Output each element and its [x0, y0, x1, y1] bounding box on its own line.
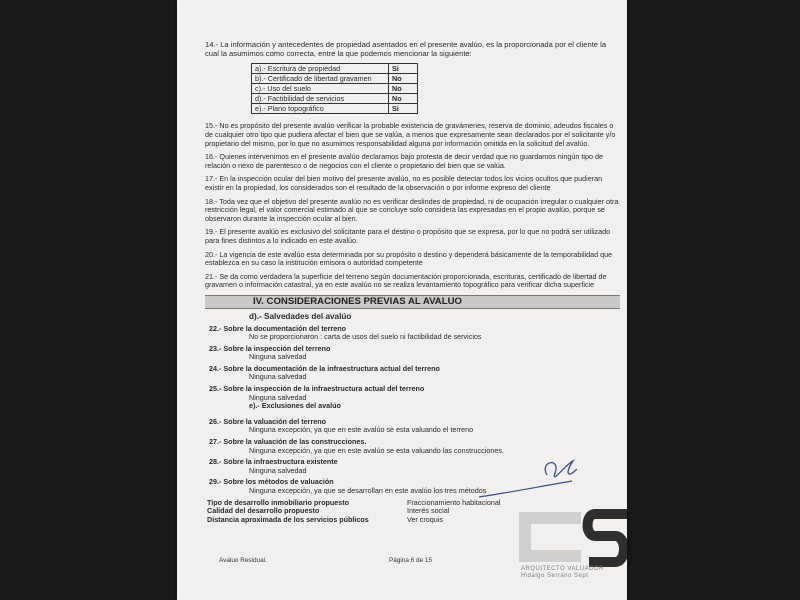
stamp-line: Hidalgo Serrano Sept — [521, 573, 589, 579]
checklist-value: No — [389, 74, 418, 84]
document-body — [205, 40, 620, 524]
checklist-value: No — [389, 84, 418, 94]
checklist-value: No — [389, 94, 418, 104]
documents-checklist — [251, 63, 418, 114]
checklist-label: d).- Factibilidad de servicios — [252, 94, 389, 104]
summary-value: Ver croquis — [407, 514, 443, 524]
checklist-label: c).- Uso del suelo — [252, 84, 389, 94]
paragraph-18: 18.- Toda vez que el objetivo del presente avalúo no es verificar deslindes de propiedad, ni de ocupación irregular o cualquier otra restricción legal, el valor comercial estimado al que se concluye solo considera las expresadas en el propio avalúo, porque se observaron durante la inspección ocular al bien. — [205, 196, 619, 223]
summary-key: Tipo de desarrollo inmobiliario propuesto — [207, 497, 350, 507]
checklist-label: e).- Plano topográfico — [252, 104, 389, 114]
checklist-row — [252, 94, 418, 104]
page-footer — [219, 557, 599, 564]
item-title: 29.- Sobre los métodos de valuación — [209, 477, 334, 487]
summary-key: Distancia aproximada de los servicios públicos — [207, 514, 369, 524]
paragraph-19: 19.- El presente avalúo es exclusivo del solicitante para el destino o propósito que se expresa, por lo que no podrá ser utilizado para fines distintos a lo indicado en este avalúo. — [205, 227, 611, 245]
item-detail: Ninguna salvedad — [249, 465, 307, 475]
footer-doc-name: Avaluo Residual. — [219, 557, 267, 564]
paragraph-15: 15.- No es propósito del presente avalúo verificar la probable existencia de gravámenes, reserva de dominio, adeudos fiscales o de cualquier otro tipo que pudiera afectar el bien que se valúa, a menos que expresamente sean declarados por el solicitante y/o propietario del mismo, por lo que no asumimos responsabilidad alguna por información omitida en la solicitud del avalúo. — [205, 121, 616, 148]
item-title: 25.- Sobre la inspección de la infraestructura actual del terreno — [209, 384, 425, 394]
footer-page-number: Página 6 de 15 — [389, 557, 432, 564]
item-detail: Ninguna excepción, ya que en este avalúo se esta valuando las construcciones. — [249, 445, 504, 455]
document-page — [177, 0, 627, 600]
stamp-line: ARQUITECTO VALUADOR — [521, 566, 604, 572]
summary-value: Fraccionamiento habitacional — [407, 497, 501, 507]
item-title: 28.- Sobre la infraestructura existente — [209, 457, 338, 467]
checklist-row — [252, 74, 418, 84]
checklist-value: Si — [389, 64, 418, 74]
item-title: 24.- Sobre la documentación de la infraestructura actual del terreno — [209, 363, 440, 373]
item-detail: Ninguna excepción, ya que se desarrollan en este avalúo los tres métodos — [249, 486, 487, 495]
item-detail: Ninguna salvedad — [249, 352, 307, 362]
paragraph-16: 16.- Quienes intervenimos en el presente avalúo declaramos bajo protesta de decir verdad que no guardamos ningún tipo de relación o nexo de parentesco o de negocios con el cliente o propietario del bien que se valúa. — [205, 152, 603, 170]
paragraph-21: 21.- Se da como verdadera la superficie del terreno según documentación proporcionada, escrituras, certificado de libertad de gravamen o información catastral, ya en este avalúo no se realiza levantamiento topográfico para verificar dicha superficie — [205, 271, 607, 290]
checklist-row — [252, 104, 418, 114]
summary-value: Interés social — [407, 506, 450, 516]
item-detail: Ninguna excepción, ya que en este avalúo se esta valuando el terreno — [249, 425, 474, 435]
checklist-value: Si — [389, 104, 418, 114]
summary-key: Calidad del desarrollo propuesto — [207, 506, 320, 516]
item-title: 27.- Sobre la valuación de las construcciones. — [209, 437, 367, 447]
paragraph-20: 20.- La vigencia de este avalúo esta determinada por su propósito o destino y dependerá básicamente de la temporabilidad que establezca en su caso la institución emisora o autoridad competente — [205, 249, 613, 268]
item-title: 23.- Sobre la inspección del terreno — [209, 343, 331, 353]
paragraph-17: 17.- En la inspección ocular del bien motivo del presente avalúo, no es posible detectar todos los vicios ocultos que pudieran existir en la propiedad, los considerados son el resultado de la observación o por informe expreso del cliente — [205, 174, 603, 192]
item-detail: Ninguna salvedad — [249, 372, 307, 382]
exclusiones-heading: e).- Exclusiones del avalúo — [249, 401, 341, 411]
item-title: 26.- Sobre la valuación del terreno — [209, 416, 327, 426]
item-title: 22.- Sobre la documentación del terreno — [209, 323, 346, 333]
checklist-label: a).- Escritura de propiedad — [252, 64, 389, 74]
salvedades-heading: d).- Salvedades del avalúo — [249, 311, 352, 321]
item-detail: No se proporcionaron : carta de usos del suelo ni factibilidad de servicios — [249, 332, 482, 342]
checklist-row — [252, 64, 418, 74]
stamp-text — [521, 566, 627, 580]
paragraph-14: 14.- La información y antecedentes de propiedad asentados en el presente avalúo, es la proporcionada por el cliente la cual la asumimos como correcta, entre la que podemos mencionar la siguiente: — [205, 40, 607, 59]
item-detail: Ninguna salvedad — [249, 392, 307, 402]
section-heading: IV. CONSIDERACIONES PREVIAS AL AVALUO — [205, 295, 620, 309]
checklist-label: b).- Certificado de libertad gravamen — [252, 74, 389, 84]
checklist-row — [252, 84, 418, 94]
